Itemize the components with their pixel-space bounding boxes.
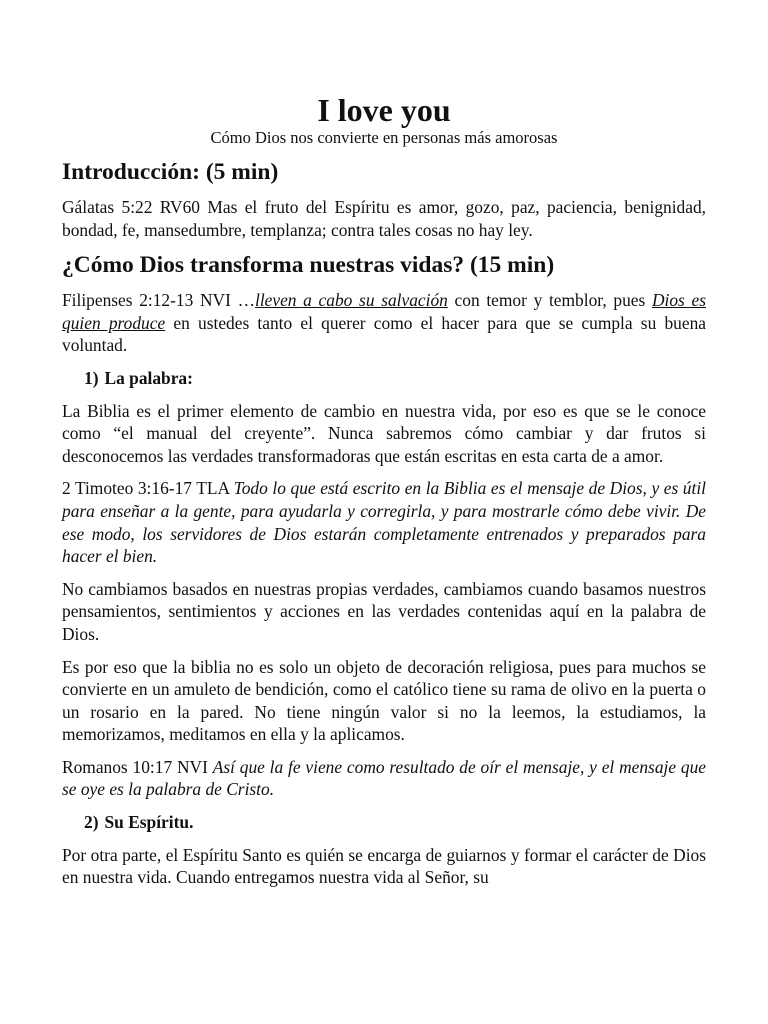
page-title: I love you — [317, 92, 451, 128]
subheading-su-espiritu — [62, 811, 706, 834]
filipenses-paragraph — [62, 289, 706, 357]
subheading-la-palabra — [62, 367, 706, 390]
paragraph-text: con temor y temblor, pues — [447, 290, 652, 311]
emphasis-text: Dios es quien produce — [62, 290, 706, 333]
paragraph-text: en ustedes tanto el querer como el hacer para que se cumpla su buena voluntad. — [62, 312, 706, 356]
page-subtitle: Cómo Dios nos convierte en personas más amorosas — [210, 128, 558, 147]
subheading-number: 2) — [84, 812, 99, 833]
decoracion-paragraph: Es por eso que la biblia no es solo un objeto de decoración religiosa, pues para muchos se convierte en un amuleto de bendición, como el católico tiene su rama de olivo en la puerta o un rosario en la pared. No tiene ningún valor si no la leemos, la estudiamos, la memorizamos, meditamos en ella y la aplicamos. — [62, 656, 706, 745]
verse-ref: Filipenses 2:12-13 NVI … — [62, 290, 255, 311]
timoteo-paragraph — [62, 477, 706, 567]
biblia-paragraph: La Biblia es el primer elemento de cambio en nuestra vida, por eso es que se le conoce como “el manual del creyente”. Nunca sabremos cómo cambiar y dar frutos si desconocemos las verdades transformadoras que están escritas en esta carta de a amor. — [62, 400, 706, 466]
verse-quote: Todo lo que está escrito en la Biblia es el mensaje de Dios, y es útil para enseñar a la gente, para ayudarla y corregirla, y para mostrarle cómo debe vivir. De ese modo, los servidores de Dios estarán completamente entrenados y preparados para hacer el bien. — [62, 478, 707, 567]
espiritu-paragraph: Por otra parte, el Espíritu Santo es quién se encarga de guiarnos y formar el carácter de Dios en nuestra vida. Cuando entregamos nuestra vida al Señor, su — [62, 844, 706, 888]
subheading-number: 1) — [84, 367, 99, 388]
subheading-label: La palabra: — [104, 367, 193, 388]
intro-heading: Introducción: (5 min) — [62, 159, 279, 185]
emphasis-text: lleven a cabo su salvación — [254, 290, 448, 311]
section-heading: ¿Cómo Dios transforma nuestras vidas? (15 min) — [62, 252, 555, 279]
cambiamos-paragraph: No cambiamos basados en nuestras propias verdades, cambiamos cuando basamos nuestros pensamientos, sentimientos y acciones en las verdades contenidas aquí en la palabra de Dios. — [62, 578, 706, 644]
verse-ref: Romanos 10:17 NVI — [62, 756, 213, 777]
intro-paragraph: Gálatas 5:22 RV60 Mas el fruto del Espíritu es amor, gozo, paz, paciencia, benignidad, bondad, fe, mansedumbre, templanza; contra tales cosas no hay ley. — [62, 197, 706, 240]
subheading-label: Su Espíritu. — [104, 812, 194, 833]
verse-ref: 2 Timoteo 3:16-17 TLA — [62, 478, 234, 499]
romanos-paragraph — [62, 756, 706, 801]
verse-quote: Así que la fe viene como resultado de oír el mensaje, y el mensaje que se oye es la palabra de Cristo. — [62, 756, 707, 800]
